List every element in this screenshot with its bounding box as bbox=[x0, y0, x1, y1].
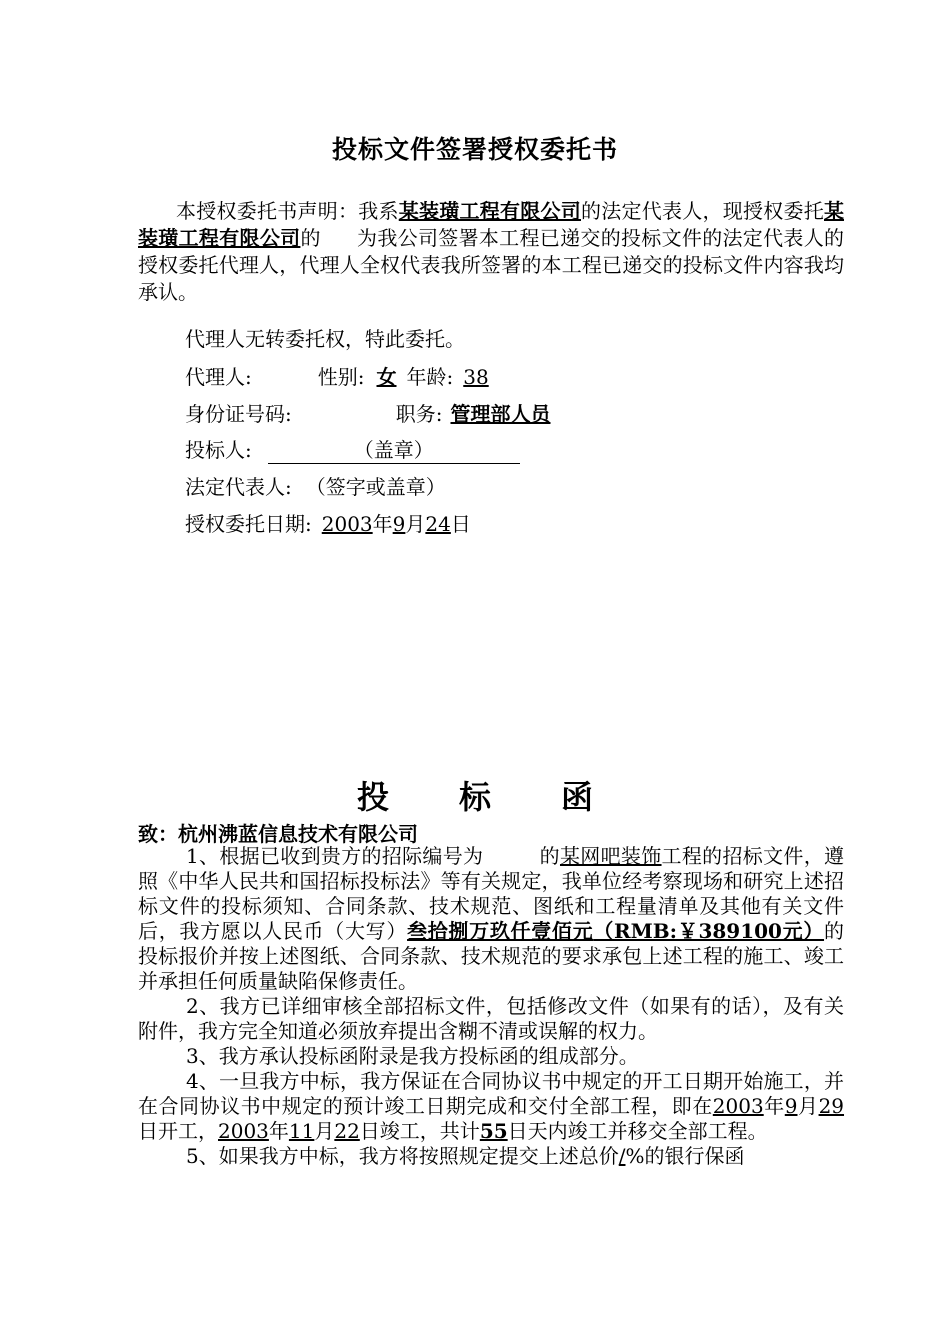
legal-note: （签字或盖章） bbox=[305, 475, 446, 499]
decl-text-3: 的 bbox=[300, 226, 321, 250]
month-unit: 月 bbox=[405, 512, 426, 536]
clause-4-a: 4、一旦我方中标，我方保证在合同协议书中规定的开工日期开始施工，并在合同协议书中规定的预计竣工日期完成和交付全部工程，即在 bbox=[138, 1069, 844, 1118]
start-year-unit: 年 bbox=[763, 1094, 785, 1118]
legal-label: 法定代表人: bbox=[185, 475, 292, 499]
clause-1-a: 1、根据已收到贵方的招际编号为 bbox=[186, 844, 484, 868]
agent-label: 代理人: bbox=[185, 365, 252, 389]
agent-line bbox=[185, 361, 489, 390]
clause-2: 2、我方已详细审核全部招标文件，包括修改文件（如果有的话），及有关附件，我方完全知道必须放弃提出含糊不清或误解的权力。 bbox=[138, 994, 844, 1043]
auth-month: 9 bbox=[392, 512, 406, 536]
age-label: 年龄: bbox=[406, 365, 454, 389]
auth-declaration bbox=[138, 198, 844, 306]
amount-rmb: （RMB:￥389100元） bbox=[593, 919, 825, 943]
end-year: 2003 bbox=[218, 1119, 269, 1143]
start-month-unit: 月 bbox=[797, 1094, 819, 1118]
date-label: 授权委托日期: bbox=[185, 512, 312, 536]
end-day: 22 bbox=[334, 1119, 360, 1143]
decl-text-1: 本授权委托书声明：我系 bbox=[176, 199, 399, 223]
start-tail: 日开工， bbox=[138, 1119, 218, 1143]
bid-letter-title bbox=[0, 772, 950, 818]
amount-words: 叁拾捌万玖仟壹佰元 bbox=[407, 919, 594, 943]
clause-5-a: 5、如果我方中标，我方将按照规定提交上述总价 bbox=[186, 1144, 619, 1168]
clause-5-b: %的银行保函 bbox=[625, 1144, 745, 1168]
position-value: 管理部人员 bbox=[450, 402, 551, 426]
bidder-seal: （盖章） bbox=[268, 434, 520, 464]
position-label: 职务: bbox=[395, 402, 443, 426]
title-char-1: 投 bbox=[356, 778, 389, 816]
auth-day: 24 bbox=[425, 512, 451, 536]
bid-letter-body bbox=[138, 844, 844, 1169]
id-label: 身份证号码: bbox=[185, 402, 292, 426]
clause-4 bbox=[138, 1069, 844, 1144]
recipient: 致：杭州沸蓝信息技术有限公司 bbox=[138, 822, 418, 846]
clause-1-d: 的投标报价并按上述图纸、合同条款、技术规范的要求承包上述工程的施工、竣工并承担任何质量缺陷保修责任。 bbox=[138, 919, 845, 993]
bidder-line bbox=[185, 434, 520, 464]
gender-value: 女 bbox=[376, 365, 397, 389]
company-name: 某装璜工程有限公司 bbox=[398, 199, 581, 223]
start-month: 9 bbox=[784, 1094, 798, 1118]
clause-3: 3、我方承认投标函附录是我方投标函的组成部分。 bbox=[186, 1044, 639, 1068]
end-month: 11 bbox=[288, 1119, 315, 1143]
end-tail: 日竣工，共计 bbox=[359, 1119, 480, 1143]
legal-rep-line bbox=[185, 471, 446, 500]
bidder-label: 投标人: bbox=[185, 438, 252, 462]
clause-1-b: 的 bbox=[539, 844, 560, 868]
year-unit: 年 bbox=[372, 512, 393, 536]
end-year-unit: 年 bbox=[268, 1119, 289, 1143]
title-char-2: 标 bbox=[458, 778, 491, 816]
total-days: 55 bbox=[479, 1119, 508, 1143]
project-name: 某网吧装饰 bbox=[559, 844, 662, 868]
decl-text-4: 为我公司签署本工程已递交的投标文件的法定代表人的授权委托代理人，代理人全权代表我所签署的本工程已递交的投标文件内容我均承认。 bbox=[138, 226, 845, 304]
decl-text-2: 的法定代表人，现授权委托 bbox=[581, 199, 824, 223]
age-value: 38 bbox=[463, 365, 489, 389]
clause-4-z: 日天内竣工并移交全部工程。 bbox=[507, 1119, 768, 1143]
no-subdelegation-line: 代理人无转委托权，特此委托。 bbox=[185, 327, 465, 351]
clause-5 bbox=[138, 1144, 844, 1169]
start-day: 29 bbox=[818, 1094, 845, 1118]
clause-1 bbox=[138, 844, 844, 994]
gender-label: 性别: bbox=[317, 365, 365, 389]
auth-title: 投标文件签署授权委托书 bbox=[331, 135, 618, 164]
id-line bbox=[185, 398, 551, 427]
day-unit: 日 bbox=[450, 512, 471, 536]
company-name-2: 某装璜工程有限公司 bbox=[138, 199, 844, 250]
auth-year: 2003 bbox=[321, 512, 373, 536]
guarantee-percent: / bbox=[618, 1144, 626, 1168]
clause-1-c: 工程的招标文件，遵照《中华人民共和国招标投标法》等有关规定，我单位经考察现场和研究上述招标文件的投标须知、合同条款、技术规范、图纸和工程量清单及其他有关文件后，我方愿以人民币（大写） bbox=[138, 844, 845, 943]
start-year: 2003 bbox=[712, 1094, 764, 1118]
title-char-3: 函 bbox=[561, 778, 594, 816]
end-month-unit: 月 bbox=[314, 1119, 335, 1143]
auth-date-line bbox=[185, 508, 471, 537]
